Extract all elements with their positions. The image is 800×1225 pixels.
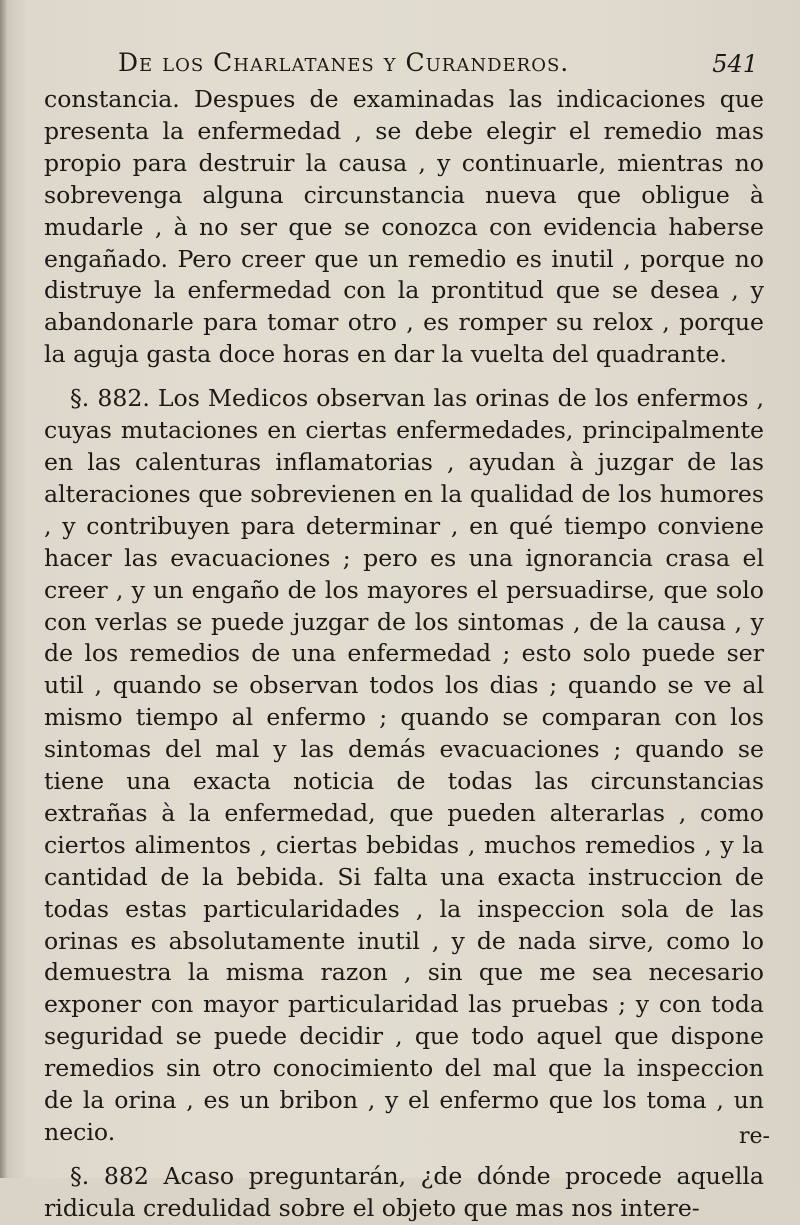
page-number: 541 bbox=[712, 50, 758, 78]
paragraph-section-882: §. 882. Los Medicos observan las orinas de los enfermos , cuyas mutaciones en ciertas enfermedades, principalmente en las calenturas inflamatorias , ayudan à juzgar de las alteraciones que sobrevienen en la qualidad de los humores , y contribuyen para determinar , en qué tiempo conviene hacer las evacuaciones ; pero es una ignorancia crasa el creer , y un engaño de los mayores el persuadirse, que solo con verlas se puede juzgar de los sintomas , de la causa , y de los remedios de una enfermedad ; esto solo puede ser util , quando se observan todos los dias ; quando se ve al mismo tiempo al enfermo ; quando se comparan con los sintomas del mal y las demás evacuaciones ; quando se tiene una exacta noticia de todas las circunstancias extrañas à la enfermedad, que pueden alterarlas , como ciertos alimentos , ciertas bebidas , muchos remedios , y la cantidad de la bebida. Si falta una exacta instruccion de todas estas particularidades , la inspeccion sola de las orinas es absolutamente inutil , y de nada sirve, como lo demuestra la misma razon , sin que me sea necesario exponer con mayor particularidad las pruebas ; y con toda seguridad se puede decidir , que todo aquel que dispone remedios sin otro conocimiento del mal que la inspeccion de la orina , es un bribon , y el enfermo que los toma , un necio. bbox=[44, 384, 764, 1146]
paragraph-continuation: constancia. Despues de examinadas las indicaciones que presenta la enfermedad , se debe elegir el remedio mas propio para destruir la causa , y continuarle, mientras no sobrevenga alguna circunstancia nueva que obligue à mudarle , à no ser que se conozca con evidencia haberse engañado. Pero creer que un remedio es inutil , porque no distruye la enfermedad con la prontitud que se desea , y abandonarle para tomar otro , es romper su relox , porque la aguja gasta doce horas en dar la vuelta del quadrante. bbox=[44, 85, 764, 369]
running-head: De los Charlatanes y Curanderos. bbox=[118, 48, 570, 77]
paragraph-section-882-second: §. 882 Acaso preguntarán, ¿de dónde procede aquella ridicula credulidad sobre el objeto que mas nos intere- bbox=[44, 1161, 764, 1222]
body-text bbox=[44, 84, 764, 1225]
page-header bbox=[118, 48, 770, 88]
page-spine-edge bbox=[0, 0, 6, 1178]
catchword: re- bbox=[739, 1124, 770, 1149]
